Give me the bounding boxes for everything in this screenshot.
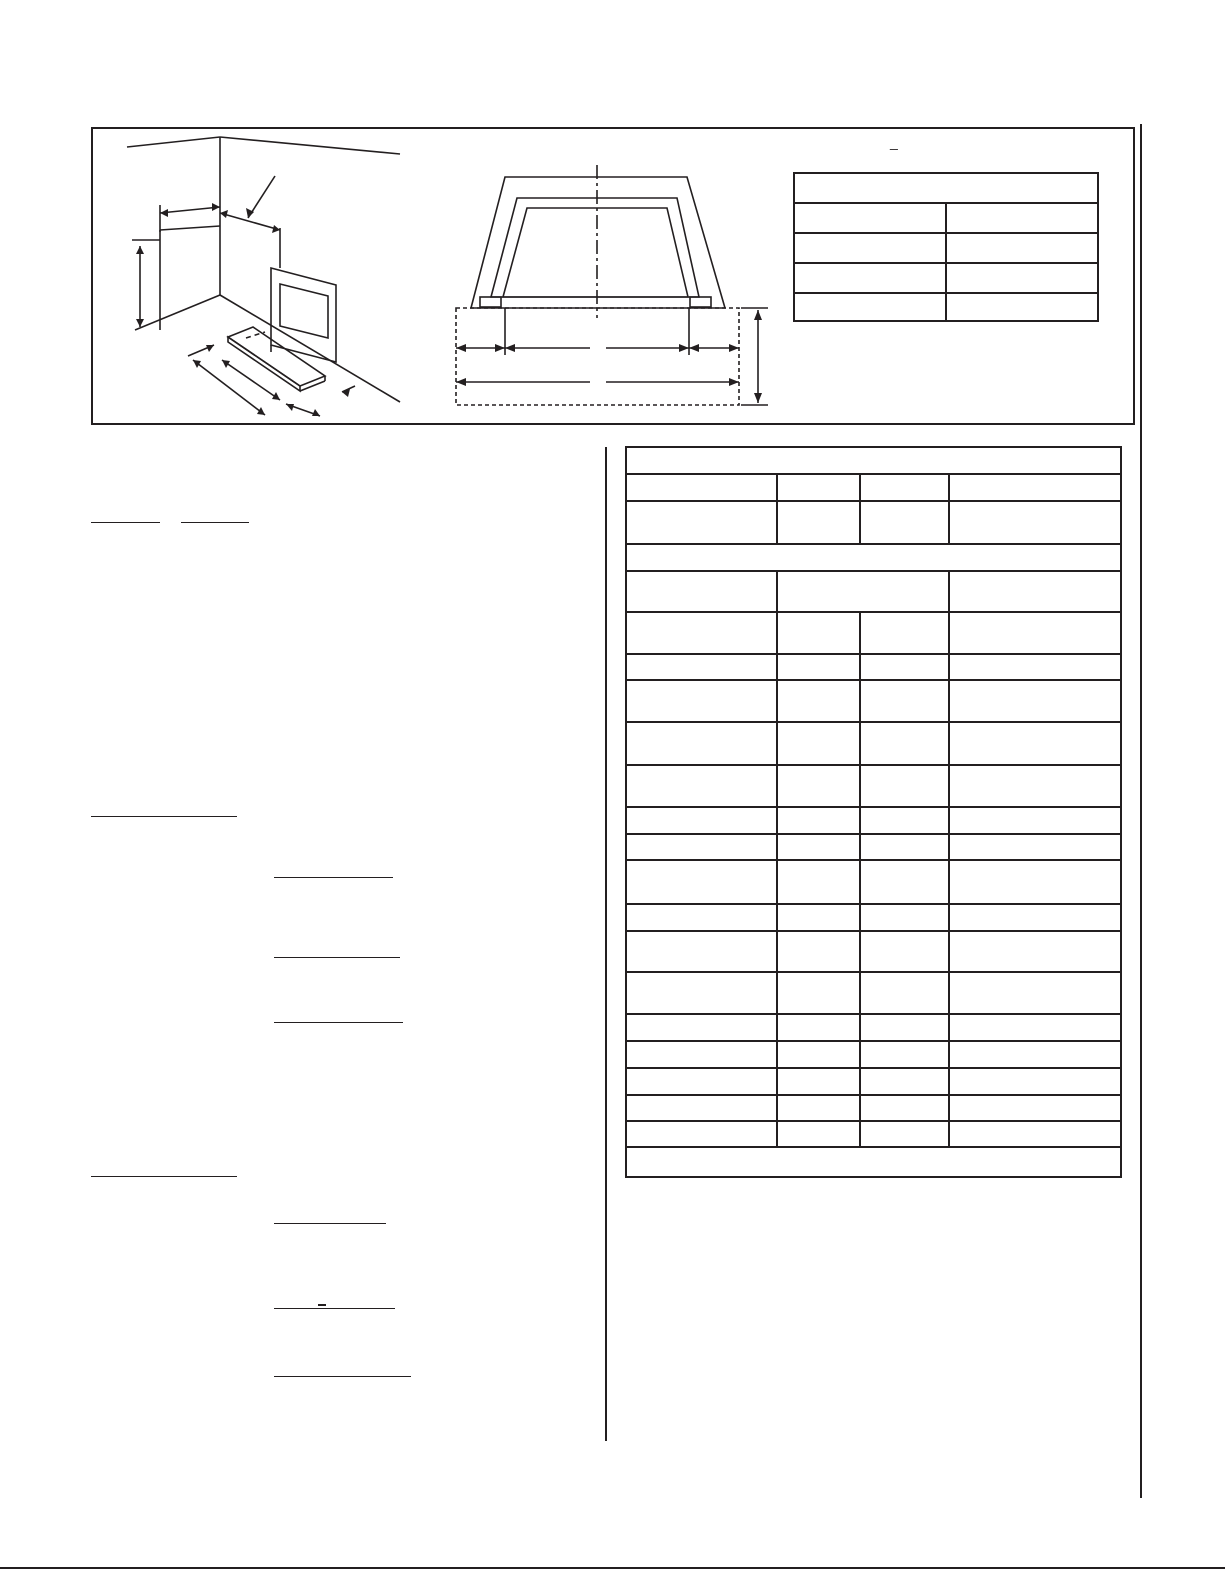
table-cell	[626, 1095, 777, 1121]
spec-table-footer	[626, 1147, 1121, 1177]
table-cell	[777, 931, 860, 972]
table-cell	[946, 293, 1098, 321]
table-cell	[949, 807, 1121, 834]
heading-underline	[274, 877, 393, 878]
heading-underline	[274, 1376, 411, 1377]
table-cell	[860, 1068, 949, 1095]
table-cell	[777, 1014, 860, 1041]
heading-underline	[91, 816, 237, 817]
table-cell	[860, 1095, 949, 1121]
table-cell	[860, 834, 949, 860]
table-cell	[794, 263, 946, 293]
table-cell	[949, 1014, 1121, 1041]
spec-table-header	[626, 447, 1121, 474]
table-cell	[949, 501, 1121, 544]
table-cell	[949, 834, 1121, 860]
table-cell	[626, 501, 777, 544]
heading-underline	[274, 1022, 403, 1023]
table-cell	[949, 474, 1121, 501]
table-cell	[626, 834, 777, 860]
table-cell	[794, 233, 946, 263]
table-cell	[777, 571, 949, 612]
heading-underline	[181, 522, 249, 523]
table-cell	[777, 1095, 860, 1121]
table-cell	[626, 1041, 777, 1068]
table-cell	[949, 765, 1121, 807]
table-cell	[860, 931, 949, 972]
heading-underline	[274, 1308, 395, 1309]
table-cell	[777, 1068, 860, 1095]
table-cell	[860, 1121, 949, 1147]
table-cell	[949, 1068, 1121, 1095]
table-cell	[860, 765, 949, 807]
table-cell	[949, 972, 1121, 1014]
table-cell	[626, 904, 777, 931]
dimension-table-title: _	[890, 134, 898, 150]
table-cell	[860, 1041, 949, 1068]
table-cell	[794, 293, 946, 321]
table-cell	[949, 680, 1121, 722]
table-cell	[626, 571, 777, 612]
table-cell	[777, 904, 860, 931]
table-cell	[626, 680, 777, 722]
table-cell	[860, 722, 949, 765]
table-cell	[860, 612, 949, 654]
table-cell	[626, 860, 777, 904]
dimension-table-header	[794, 173, 1098, 203]
table-cell	[626, 612, 777, 654]
table-cell	[949, 571, 1121, 612]
table-cell	[860, 680, 949, 722]
heading-underline	[274, 1223, 386, 1224]
table-cell	[626, 972, 777, 1014]
table-cell	[777, 972, 860, 1014]
table-cell	[946, 203, 1098, 233]
table-cell	[777, 680, 860, 722]
table-cell	[949, 722, 1121, 765]
table-cell	[946, 233, 1098, 263]
table-cell	[860, 904, 949, 931]
heading-underline	[274, 957, 400, 958]
table-cell	[949, 931, 1121, 972]
table-cell	[949, 1095, 1121, 1121]
table-cell	[949, 654, 1121, 680]
spec-table-section-row	[626, 544, 1121, 571]
table-cell	[777, 722, 860, 765]
table-cell	[949, 1121, 1121, 1147]
table-cell	[777, 501, 860, 544]
table-cell	[949, 904, 1121, 931]
table-cell	[777, 834, 860, 860]
table-cell	[777, 1121, 860, 1147]
table-cell	[626, 654, 777, 680]
column-divider	[605, 447, 607, 1441]
table-cell	[626, 765, 777, 807]
table-cell	[777, 474, 860, 501]
table-cell	[946, 263, 1098, 293]
table-cell	[777, 807, 860, 834]
table-cell	[626, 1121, 777, 1147]
table-cell	[860, 654, 949, 680]
table-cell	[626, 1068, 777, 1095]
table-cell	[949, 612, 1121, 654]
table-cell	[626, 474, 777, 501]
table-cell	[949, 860, 1121, 904]
table-cell	[777, 612, 860, 654]
table-cell	[949, 1041, 1121, 1068]
table-cell	[626, 931, 777, 972]
table-cell	[626, 807, 777, 834]
table-cell	[626, 722, 777, 765]
table-cell	[860, 501, 949, 544]
table-cell	[777, 765, 860, 807]
table-cell	[860, 807, 949, 834]
table-cell	[860, 860, 949, 904]
table-cell	[794, 203, 946, 233]
table-cell	[777, 1041, 860, 1068]
dimension-table	[793, 172, 1099, 322]
table-cell	[860, 1014, 949, 1041]
table-cell	[777, 860, 860, 904]
table-cell	[626, 1014, 777, 1041]
table-cell	[777, 654, 860, 680]
table-cell	[860, 972, 949, 1014]
heading-underline	[91, 1176, 237, 1177]
underline-accent	[318, 1304, 326, 1306]
heading-underline	[91, 522, 160, 523]
spec-table	[625, 446, 1122, 1178]
table-cell	[860, 474, 949, 501]
